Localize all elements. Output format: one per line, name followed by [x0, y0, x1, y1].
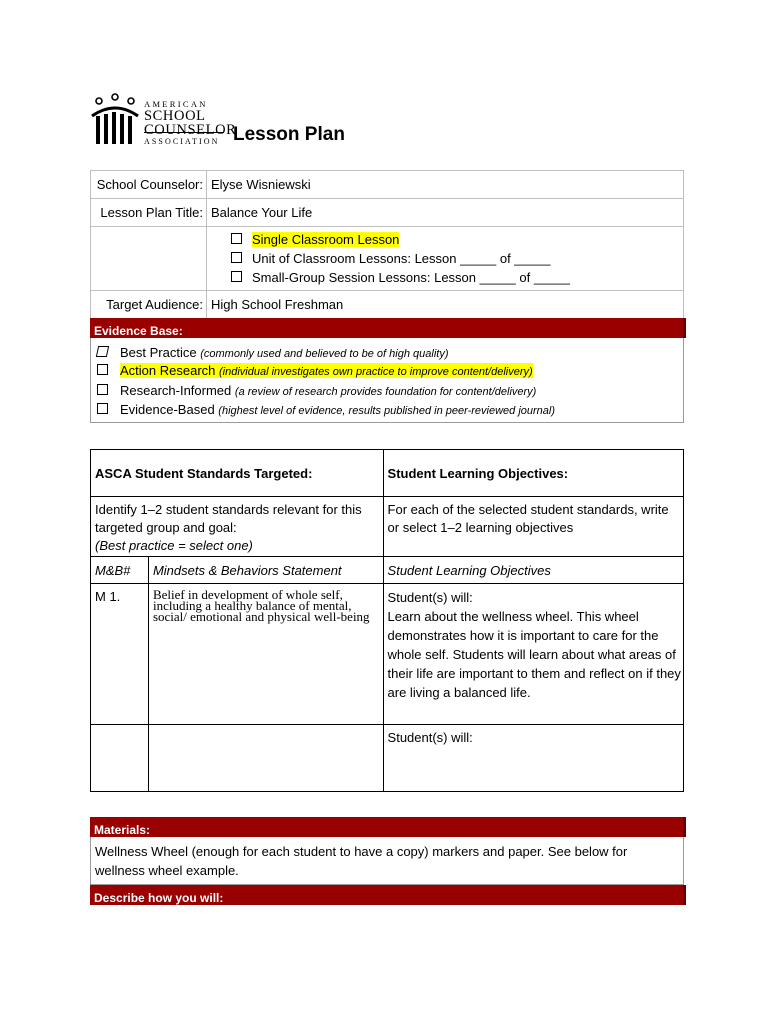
evidence-highlighted [120, 363, 533, 378]
objective-will: Student(s) will: [387, 590, 473, 605]
objective-cell [383, 725, 683, 792]
lesson-title-value: Balance Your Life [207, 199, 684, 227]
standards-instructions [91, 497, 384, 557]
logo-line-3: COUNSELOR [144, 122, 237, 138]
table-row [91, 725, 684, 792]
evidence-option[interactable] [97, 345, 448, 360]
audience-value: High School Freshman [207, 291, 684, 319]
checkbox-icon[interactable] [96, 346, 109, 357]
lesson-type-option[interactable] [231, 230, 683, 249]
counselor-value: Elyse Wisniewski [207, 171, 684, 199]
standard-code: M 1. [91, 584, 149, 725]
lesson-type-options [207, 227, 684, 291]
evidence-name: Research-Informed [120, 383, 232, 398]
standards-header: ASCA Student Standards Targeted: [91, 450, 384, 497]
objective-cell [383, 584, 683, 725]
lesson-type-label-cell [91, 227, 207, 291]
checkbox-icon[interactable] [97, 384, 108, 395]
objectives-instructions: For each of the selected student standards, write or select 1–2 learning objectives [383, 497, 683, 557]
standard-code [91, 725, 149, 792]
objective-will: Student(s) will: [387, 730, 473, 745]
lesson-type-option[interactable] [231, 268, 683, 287]
standards-table [90, 449, 684, 792]
lesson-info-table [90, 170, 684, 319]
evidence-option[interactable] [97, 363, 533, 378]
checkbox-icon[interactable] [231, 252, 242, 263]
materials-text: Wellness Wheel (enough for each student to have a copy) markers and paper. See below for wellness wheel example. [95, 844, 628, 878]
page-title: Lesson Plan [233, 124, 345, 145]
evidence-name: Evidence-Based [120, 402, 215, 417]
checkbox-icon[interactable] [231, 271, 242, 282]
counselor-label: School Counselor: [91, 171, 207, 199]
materials-box [90, 837, 684, 885]
standards-instruction-text: Identify 1–2 student standards relevant for this targeted group and goal: [95, 502, 362, 535]
describe-bar [90, 885, 686, 905]
lesson-type-label: Small-Group Session Lessons: Lesson _____ of _____ [252, 270, 570, 285]
standards-instruction-note: (Best practice = select one) [95, 538, 253, 553]
materials-label: Materials: [94, 823, 151, 837]
standard-statement [148, 725, 383, 792]
col-code-header: M&B# [91, 557, 149, 584]
evidence-base-box [90, 338, 684, 423]
evidence-base-label: Evidence Base: [94, 324, 183, 338]
evidence-option[interactable] [97, 383, 536, 398]
audience-label: Target Audience: [91, 291, 207, 319]
describe-label: Describe how you will: [94, 891, 224, 905]
bar-edge [683, 318, 686, 338]
logo-line-2: SCHOOL [144, 107, 206, 124]
lesson-type-label: Unit of Classroom Lessons: Lesson _____ of _____ [252, 251, 551, 266]
objectives-header: Student Learning Objectives: [383, 450, 683, 497]
evidence-name: Action Research [120, 363, 216, 378]
col-objectives-header: Student Learning Objectives [383, 557, 683, 584]
logo-line-4: ASSOCIATION [144, 136, 220, 146]
bar-edge [683, 817, 686, 837]
lesson-title-label: Lesson Plan Title: [91, 199, 207, 227]
logo-line-1: AMERICAN [144, 99, 208, 109]
evidence-note: (commonly used and believed to be of high quality) [200, 348, 449, 360]
evidence-option[interactable] [97, 402, 555, 417]
materials-bar [90, 817, 686, 837]
col-statement-header: Mindsets & Behaviors Statement [148, 557, 383, 584]
logo-wordmark [144, 100, 236, 146]
evidence-name: Best Practice [120, 345, 197, 360]
asca-logo [90, 92, 237, 148]
lesson-type-label: Single Classroom Lesson [252, 232, 400, 247]
asca-figures-icon [90, 92, 142, 148]
evidence-note: (individual investigates own practice to improve content/delivery) [219, 366, 533, 378]
objective-text: Learn about the wellness wheel. This wheel demonstrates how it is important to care for the whole self. Students will learn about what areas of their life are important to them and reflect on if they are living a balanced life. [387, 609, 681, 700]
checkbox-icon[interactable] [231, 233, 242, 244]
evidence-note: (highest level of evidence, results published in peer-reviewed journal) [218, 405, 556, 417]
table-row [91, 584, 684, 725]
logo-divider [144, 132, 224, 133]
lesson-type-option[interactable] [231, 249, 683, 268]
evidence-base-bar [90, 318, 686, 338]
checkbox-icon[interactable] [97, 364, 108, 375]
checkbox-icon[interactable] [97, 403, 108, 414]
standard-statement: Belief in development of whole self, including a healthy balance of mental, social/ emotional and physical well-being [148, 584, 383, 725]
bar-edge [683, 885, 686, 905]
evidence-note: (a review of research provides foundation for content/delivery) [234, 386, 537, 398]
